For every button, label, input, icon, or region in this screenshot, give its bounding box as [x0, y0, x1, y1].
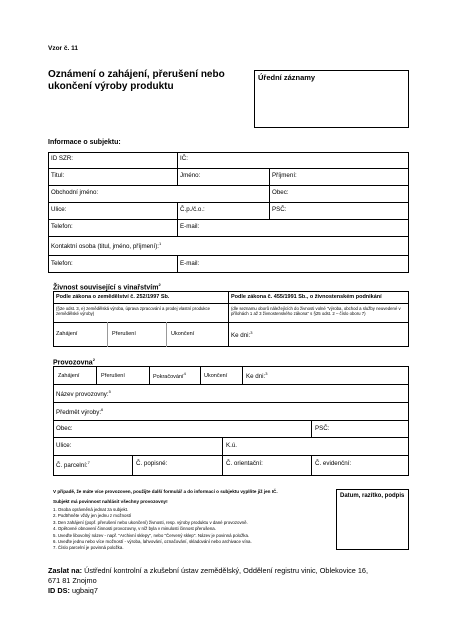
note-item: 5. Uveďte libovolný název - např. "Archivní sklepy", nebo "Červený sklep". Název je povinná položka. [53, 532, 250, 538]
trade-right-note: (dle seznamu oborů náležejících do živnosti volné "výroba, obchod a služby neuvedené v přílohách 1 až 3 živnostenského zákona" s §25 odst. 2 – číslo oboru 7) [231, 306, 401, 316]
orientacni-label: Č. orientační: [226, 460, 263, 467]
orientacni-field[interactable] [226, 466, 309, 475]
trade-ukonceni-option[interactable]: Ukončení [171, 331, 195, 337]
op-ke-dni-label: Ke dni:$^3$ [246, 371, 268, 381]
prijmeni-field[interactable] [305, 170, 407, 184]
note-item: 3. Den zahájení (popř. přerušení nebo ukončení) živnosti, resp. výroby produktu v dané provozovně. [53, 519, 248, 525]
op-pokracovani-option[interactable]: Pokračování$^4$ [153, 371, 186, 380]
trade-ke-dni-label: Ke dni:$^3$ [231, 330, 253, 340]
trade-left-note: (§2e odst. 3, e) zemědělská výroba, úprava zpracování a prodej vlastní produkce zemědělské výroby) [56, 306, 211, 316]
ds-label: ID DS: [48, 586, 70, 595]
id-szr-field[interactable] [90, 153, 175, 167]
prijmeni-label: Příjmení: [272, 172, 297, 179]
titul-field[interactable] [75, 170, 175, 184]
op-ukonceni-option[interactable]: Ukončení [204, 373, 228, 379]
psc-field[interactable] [292, 204, 407, 218]
official-records-box [254, 70, 409, 128]
note-item: 6. Uveďte jednu nebo více možností - výroba, lahvování, označování, skladování nebo archivace vína. [53, 539, 252, 545]
operation-heading: Provozovna$^2$ [53, 357, 95, 367]
ds-value: ugbaiq7 [71, 586, 98, 595]
trade-zahajeni-option[interactable]: Zahájení [56, 331, 78, 337]
jmeno-label: Jméno: [180, 172, 201, 179]
ulice-field[interactable] [75, 204, 175, 218]
nazev-label: Název provozovny:$^5$ [56, 389, 111, 399]
parcelni-label: Č. parcelní:$^7$ [56, 460, 90, 470]
trade-preruseni-option[interactable]: Přerušení [112, 331, 136, 337]
evidencni-field[interactable] [315, 466, 407, 475]
page-title: Oznámení o zahájení, přerušení nebo ukončení výroby produktu [48, 69, 225, 92]
email-label: E-mail: [180, 223, 200, 230]
telefon-label: Telefon: [51, 223, 73, 230]
trade-left-header: Podle zákona o zemědělství č. 252/1997 Sb. [56, 294, 170, 300]
evidencni-label: Č. evidenční: [315, 460, 352, 467]
kontaktni-osoba-label: Kontaktní osoba (titul, jméno, příjmení):$^1$ [51, 241, 162, 251]
op-ke-dni-field[interactable] [272, 368, 407, 383]
obchodni-jmeno-field[interactable] [110, 187, 267, 201]
notes-list [53, 507, 333, 552]
note-item: 1. Osoba oprávněná jednat za subjekt. [53, 507, 129, 512]
note-item: 7. Číslo parcelní je povinná položka. [53, 545, 124, 551]
send-to-label: Zaslat na: [48, 566, 83, 575]
op-obec-field[interactable] [80, 422, 309, 436]
send-to-address2: 671 81 Znojmo [48, 576, 97, 585]
email-field[interactable] [207, 221, 407, 235]
op-obec-label: Obec: [56, 425, 73, 432]
op-psc-field[interactable] [335, 422, 407, 436]
predmet-label: Předmět výroby:$^6$ [56, 407, 104, 417]
predmet-field[interactable] [115, 404, 407, 419]
op-psc-label: PSČ: [315, 425, 330, 432]
telefon2-label: Telefon: [51, 260, 73, 267]
notes-intro: V případě, že máte více provozoven, použijte další formulář a do informací o subjektu vyplňte již jen IČ. [53, 489, 278, 494]
telefon2-field[interactable] [82, 257, 175, 271]
obec-label: Obec: [272, 189, 289, 196]
obec-field[interactable] [295, 187, 407, 201]
popisne-field[interactable] [136, 466, 220, 475]
titul-label: Titul: [51, 172, 65, 179]
nazev-field[interactable] [120, 386, 407, 401]
cp-label: Č.p./č.o.: [180, 206, 205, 213]
stamp-label: Datum, razítko, podpis [340, 493, 405, 499]
op-ulice-label: Ulice: [56, 442, 72, 449]
official-records-label: Úřední záznamy [258, 73, 316, 82]
ku-field[interactable] [242, 439, 407, 454]
obchodni-jmeno-label: Obchodní jméno: [51, 189, 99, 196]
op-ulice-field[interactable] [80, 439, 220, 454]
notes-intro2: Subjekt má povinnost nahlásit všechny provozovny! [53, 499, 168, 504]
cp-field[interactable] [215, 204, 267, 218]
email2-field[interactable] [207, 257, 407, 271]
psc-label: PSČ: [272, 206, 287, 213]
op-zahajeni-option[interactable]: Zahájení [58, 373, 80, 379]
note-item: 2. Podtrhněte vždy jen jednu z možností [53, 513, 132, 519]
id-szr-label: ID SZR: [51, 155, 74, 162]
email2-label: E-mail: [180, 260, 200, 267]
kontaktni-osoba-field[interactable] [185, 238, 407, 253]
trade-right-header: Podle zákona č. 455/1991 Sb., o živnostenském podnikání [231, 294, 382, 300]
ic-label: IČ: [180, 155, 188, 162]
subject-heading: Informace o subjektu: [48, 139, 121, 146]
trade-ke-dni-field[interactable] [255, 324, 407, 345]
stamp-box[interactable] [336, 489, 409, 550]
note-item: 4. Opětovné obnovení činnosti provozovny, v níž byla v minulosti činnost přerušena. [53, 526, 216, 532]
popisne-label: Č. popisné: [136, 460, 168, 467]
ulice-label: Ulice: [51, 206, 67, 213]
parcelni-field[interactable] [56, 466, 130, 475]
ic-field[interactable] [195, 153, 407, 167]
ku-label: K.ú. [226, 442, 238, 449]
telefon-field[interactable] [82, 221, 175, 235]
send-to-address: Ústřední kontrolní a zkušební ústav zemědělský, Oddělení registru vinic, Oblekovice 16, [84, 566, 368, 575]
op-preruseni-option[interactable]: Přerušení [101, 373, 125, 379]
form-number: Vzor č. 11 [48, 45, 78, 52]
send-to-block [48, 566, 408, 596]
trade-heading: Živnost související s vinařstvím$^2$ [53, 282, 161, 292]
jmeno-field[interactable] [205, 170, 267, 184]
